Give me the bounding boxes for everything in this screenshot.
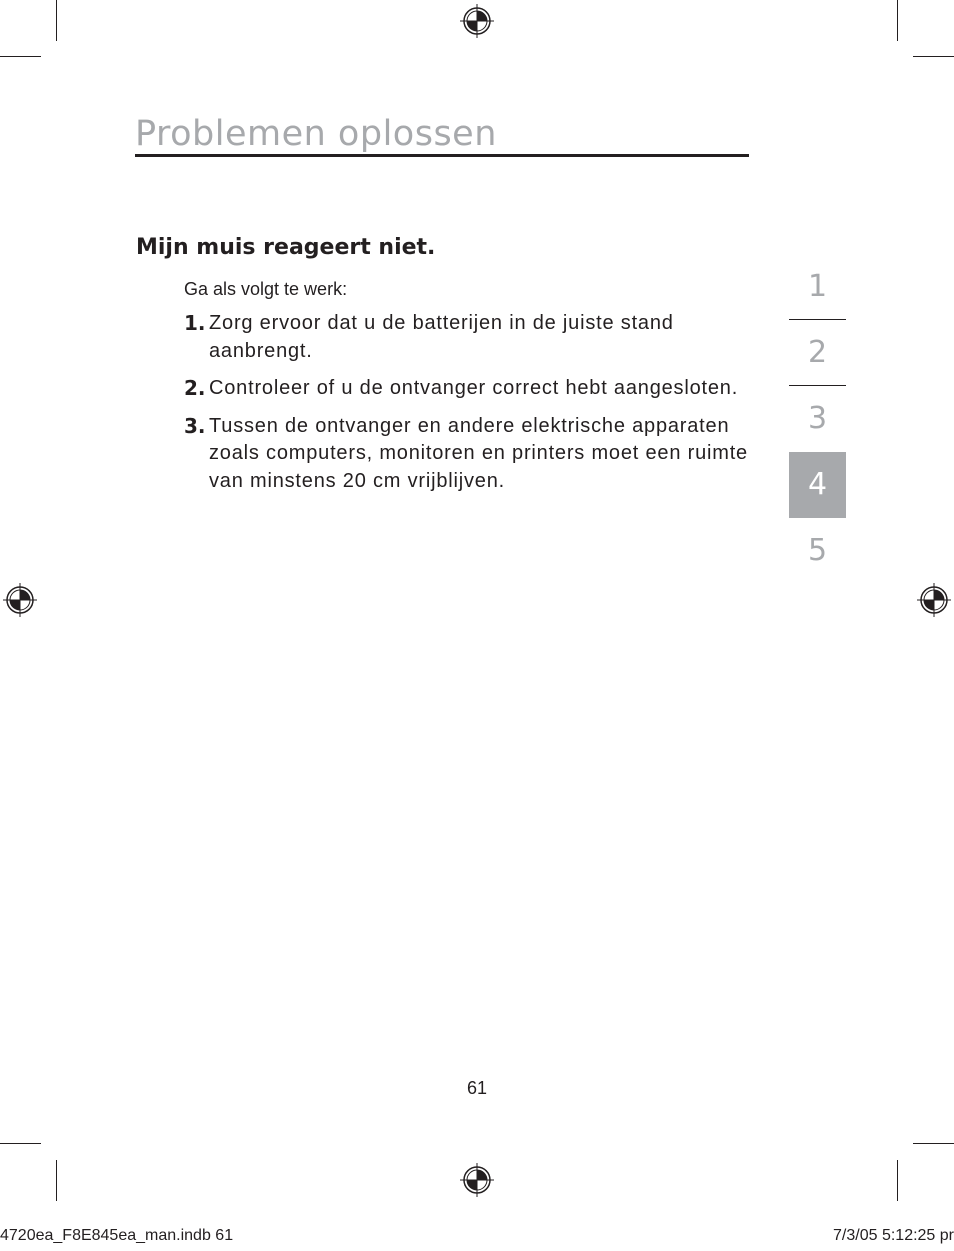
step-number: 3. <box>184 413 206 438</box>
step-text: Zorg ervoor dat u de batterijen in de juiste stand aanbrengt. <box>209 312 674 362</box>
crop-mark <box>0 56 41 57</box>
step-text: Tussen de ontvanger en andere elektrische apparaten zoals computers, monitoren en printers moet een ruimte van minstens 20 cm vrijblijven. <box>209 414 748 492</box>
crop-mark <box>913 56 954 57</box>
print-slug-file: 4720ea_F8E845ea_man.indb 61 <box>0 1227 234 1244</box>
crop-mark <box>897 0 898 41</box>
chapter-tab-4-active[interactable]: 4 <box>789 452 846 518</box>
crop-mark <box>913 1143 954 1144</box>
registration-mark-icon <box>917 583 951 617</box>
step-item <box>184 413 754 496</box>
step-list <box>184 310 754 505</box>
step-number: 1. <box>184 311 206 335</box>
chapter-tab-2[interactable]: 2 <box>789 320 846 386</box>
page-title: Problemen oplossen <box>135 112 749 157</box>
print-slug-timestamp: 7/3/05 5:12:25 pr <box>833 1227 954 1244</box>
crop-mark <box>897 1160 898 1201</box>
crop-mark <box>0 1143 41 1144</box>
chapter-tab-5[interactable]: 5 <box>807 533 828 568</box>
step-item <box>184 310 754 365</box>
chapter-tab-1[interactable]: 1 <box>789 254 846 320</box>
page-number: 61 <box>466 1078 488 1098</box>
crop-mark <box>56 0 57 41</box>
registration-mark-icon <box>460 1163 494 1197</box>
intro-text: Ga als volgt te werk: <box>184 279 348 299</box>
step-item <box>184 375 754 403</box>
section-heading: Mijn muis reageert niet. <box>136 235 436 260</box>
crop-mark <box>56 1160 57 1201</box>
chapter-tab-3[interactable]: 3 <box>807 401 828 436</box>
step-text: Controleer of u de ontvanger correct hebt aangesloten. <box>209 377 739 399</box>
chapter-nav <box>789 254 846 584</box>
registration-mark-icon <box>3 583 37 617</box>
registration-mark-icon <box>460 4 494 38</box>
step-number: 2. <box>184 376 206 400</box>
